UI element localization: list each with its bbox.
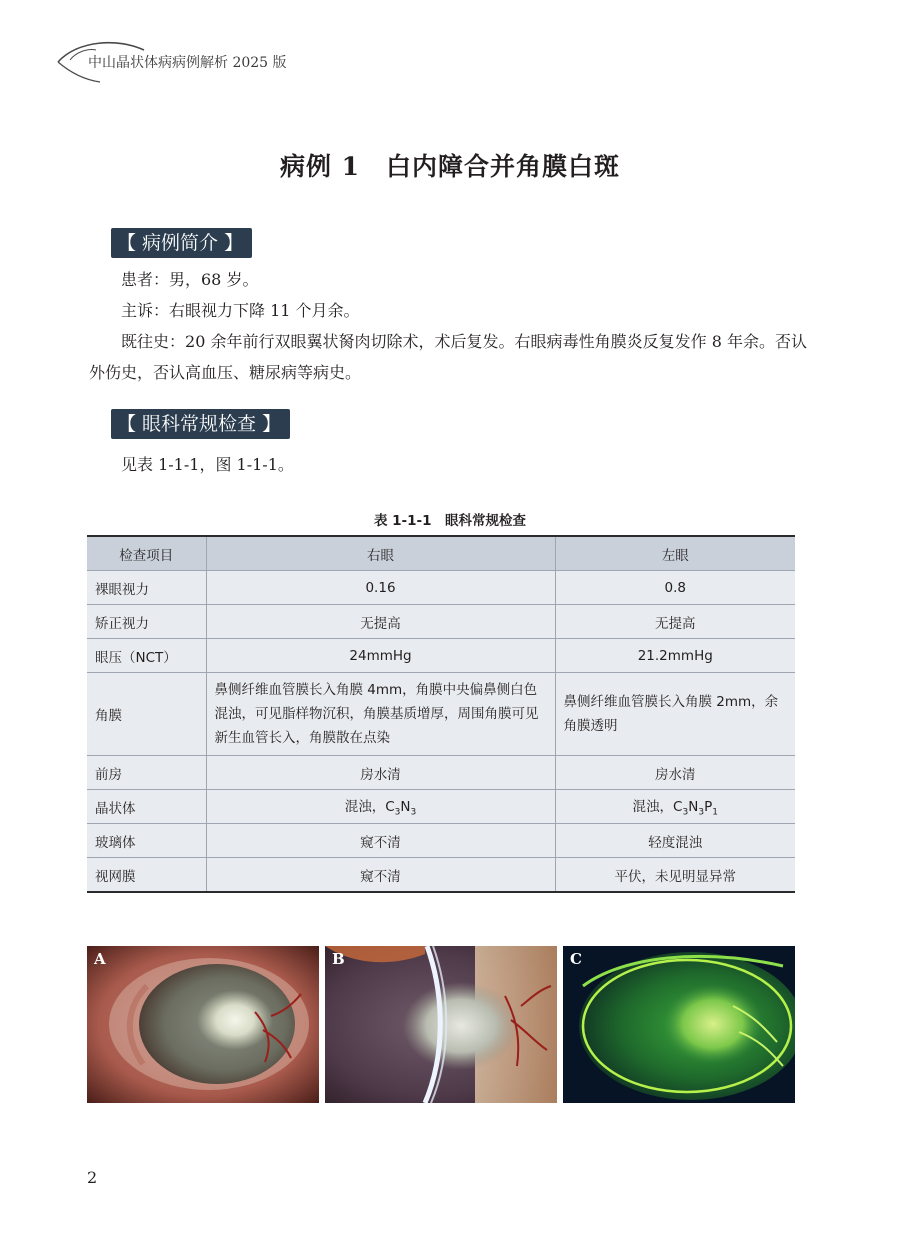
- summary-line-complaint: 主诉：右眼视力下降 11 个月余。: [121, 301, 360, 320]
- table-caption: 表 1-1-1 眼科常规检查: [373, 513, 527, 529]
- table-header-row: [87, 536, 795, 571]
- figure-panel-a: [87, 946, 319, 1103]
- section-label-summary: 【 病例简介 】: [111, 228, 252, 258]
- row-item: 矫正视力: [87, 605, 206, 639]
- case-title: 病例 1 白内障合并角膜白斑: [279, 152, 621, 181]
- table-row: [87, 790, 795, 824]
- lens-grade-left: $C_3N_3P_1$: [673, 799, 718, 818]
- row-right: 24mmHg: [206, 639, 555, 673]
- lens-grade-right: $C_3N_3$: [385, 799, 417, 818]
- row-item: 视网膜: [87, 858, 206, 893]
- row-left: 轻度混浊: [555, 824, 795, 858]
- row-right: 房水清: [206, 756, 555, 790]
- exam-body: [89, 449, 807, 480]
- row-left: 0.8: [555, 571, 795, 605]
- row-right: 0.16: [206, 571, 555, 605]
- row-item: 前房: [87, 756, 206, 790]
- panel-letter-c: C: [570, 950, 582, 968]
- row-item: 角膜: [87, 673, 206, 756]
- header-left-eye: 左眼: [555, 536, 795, 571]
- row-right: 无提高: [206, 605, 555, 639]
- summary-line-history: 既往史：20 余年前行双眼翼状胬肉切除术，术后复发。右眼病毒性角膜炎反复发作 8 年余。否认外伤史，否认高血压、糖尿病等病史。: [89, 332, 807, 382]
- row-left: 21.2mmHg: [555, 639, 795, 673]
- row-left: 无提高: [555, 605, 795, 639]
- table-row: [87, 571, 795, 605]
- running-header-text: 中山晶状体病病例解析 2025 版: [88, 55, 287, 71]
- panel-letter-a: A: [94, 950, 106, 968]
- row-left: [555, 790, 795, 824]
- section-label-exam: 【 眼科常规检查 】: [111, 409, 290, 439]
- header-item: 检查项目: [87, 536, 206, 571]
- row-item: 裸眼视力: [87, 571, 206, 605]
- table-row: [87, 639, 795, 673]
- panel-letter-b: B: [332, 950, 345, 968]
- row-left: 鼻侧纤维血管膜长入角膜 2mm，余角膜透明: [555, 673, 795, 756]
- row-item: 玻璃体: [87, 824, 206, 858]
- figure-panel-c: [563, 946, 795, 1103]
- header-right-eye: 右眼: [206, 536, 555, 571]
- eye-photo-slit-beam: [325, 946, 557, 1103]
- exam-line-reference: 见表 1-1-1，图 1-1-1。: [121, 455, 294, 474]
- table-row: [87, 605, 795, 639]
- table-row: [87, 756, 795, 790]
- row-right: 窥不清: [206, 858, 555, 893]
- lens-prefix-left: 混浊，: [632, 799, 674, 816]
- eye-photo-slit-lamp: [87, 946, 319, 1103]
- row-left: 房水清: [555, 756, 795, 790]
- row-right: 窥不清: [206, 824, 555, 858]
- row-right: [206, 790, 555, 824]
- table-row: [87, 824, 795, 858]
- row-item: 眼压（NCT）: [87, 639, 206, 673]
- lens-prefix-right: 混浊，: [344, 799, 386, 816]
- figure-panel-b: [325, 946, 557, 1103]
- row-item: 晶状体: [87, 790, 206, 824]
- row-right: 鼻侧纤维血管膜长入角膜 4mm，角膜中央偏鼻侧白色混浊，可见脂样物沉积，角膜基质增厚，周围角膜可见新生血管长入，角膜散在点染: [206, 673, 555, 756]
- running-header: [56, 36, 316, 86]
- summary-body: [89, 264, 807, 388]
- page-number: 2: [87, 1168, 98, 1187]
- row-left: 平伏，未见明显异常: [555, 858, 795, 893]
- exam-table: [87, 535, 795, 893]
- table-row: [87, 673, 795, 756]
- table-row: [87, 858, 795, 893]
- eye-photo-fluorescein: [563, 946, 795, 1103]
- figure-1-1-1: [87, 946, 795, 1103]
- summary-line-patient: 患者：男，68 岁。: [121, 270, 259, 289]
